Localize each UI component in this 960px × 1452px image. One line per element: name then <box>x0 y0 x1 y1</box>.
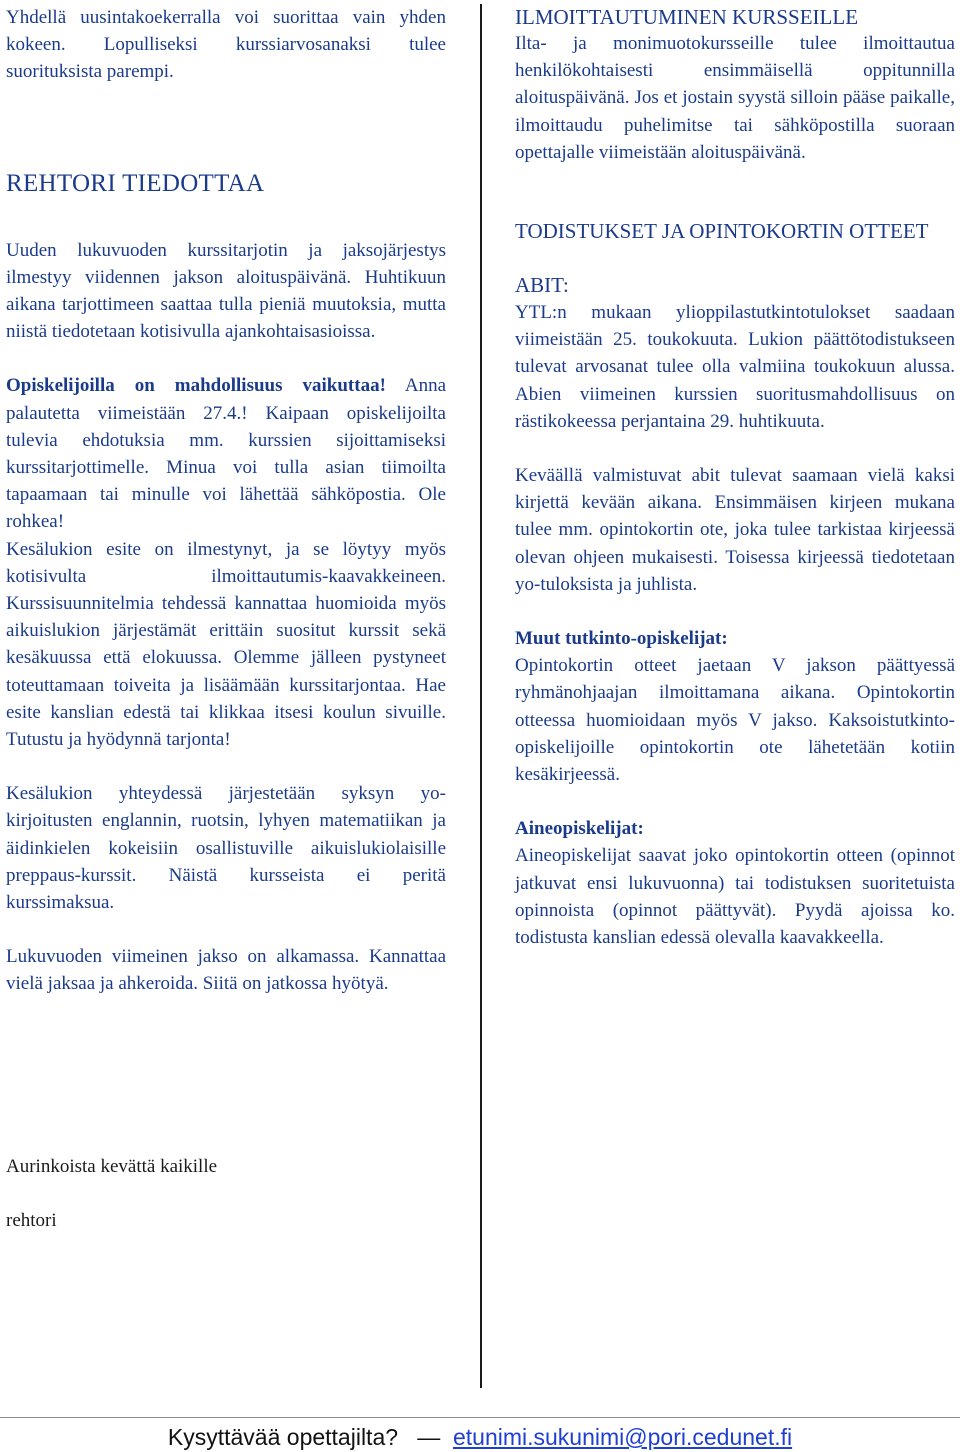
feedback-bold-lead: Opiskelijoilla on mahdollisuus vaikuttaa! <box>6 375 386 397</box>
footer-label: Kysyttävää opettajilta? <box>167 1424 399 1450</box>
subject-students-text: Aineopiskelijat saavat joko opintokortin otteen (opinnot jatkuvat ensi lukuvuonna) tai todistuksen suoritetuista opinnoista (opinnot päättyvät). Pyydä ajoissa ko. todistusta kanslian edessä olevalla kaavakkeella. <box>515 845 955 949</box>
summer-school-paragraph: Kesälukion esite on ilmestynyt, ja se löytyy myös kotisivulta ilmoittautumis-kaavakkeineen. Kurssisuunnitelmia tehdessä kannattaa huomioida myös aikuislukion järjestämät erittäin suositut kurssit sekä kesäkuussa että elokuussa. Olemme jälleen pystyneet toteuttamaan toiveita ja lisäämään kurssitarjontaa. Hae esite kanslian edestä tai klikkaa itsesi koulun sivuille. Tutustu ja hyödynnä tarjonta! <box>6 538 446 751</box>
rehtori-heading: REHTORI TIEDOTTAA <box>6 169 265 197</box>
intro-paragraph: Yhdellä uusintakoekerralla voi suorittaa vain yhden kokeen. Lopulliseksi kurssiarvosanaksi tulee suorituksista parempi. <box>6 7 446 83</box>
curriculum-paragraph: Uuden lukuvuoden kurssitarjotin ja jaksojärjestys ilmestyy viidennen jakson aloituspäivänä. Huhtikuun aikana tarjottimeen saattaa tulla pieniä muutoksia, mutta niistä tiedotetaan kotisivulla ajankohtaisasioissa. <box>6 239 446 343</box>
abit-heading: ABIT: <box>515 273 569 298</box>
left-column <box>6 4 446 998</box>
feedback-paragraph <box>6 372 446 535</box>
signature: rehtori <box>6 1210 57 1231</box>
footer-email-link[interactable]: etunimi.sukunimi@pori.cedunet.fi <box>452 1424 793 1450</box>
certificates-heading: TODISTUKSET JA OPINTOKORTIN OTTEET <box>515 219 929 244</box>
greeting: Aurinkoista kevättä kaikille <box>6 1156 218 1177</box>
column-divider <box>480 4 482 1388</box>
last-period-paragraph: Lukuvuoden viimeinen jakso on alkamassa. Kannattaa vielä jaksaa ja ahkeroida. Siitä on jatkossa hyötyä. <box>6 946 446 995</box>
registration-text: Ilta- ja monimuotokursseille tulee ilmoittautua henkilökohtaisesti ensimmäisellä oppitunnilla aloituspäivänä. Jos et jostain syystä silloin pääse paikalle, ilmoittaudu puhelimitse tai sähköpostilla suoraan opettajalle viimeistään aloituspäivänä. <box>515 33 955 163</box>
right-column <box>515 4 955 951</box>
prep-courses-paragraph: Kesälukion yhteydessä järjestetään syksyn yo-kirjoitusten englannin, ruotsin, lyhyen matematiikan ja äidinkielen kokeisiin osallistuville aikuislukiolaisille preppaus-kurssit. Näistä kursseista ei peritä kurssimaksua. <box>6 783 446 914</box>
abit-letters-text: Keväällä valmistuvat abit tulevat saamaan vielä kaksi kirjettä kevään aikana. Ensimmäisen kirjeen mukana tulee mm. opintokortin ote, joka tulee tarkistaa kirjeessä olevan ohjeen mukaisesti. Toisessa kirjeessä tiedotetaan yo-tuloksista ja juhlista. <box>515 465 955 595</box>
footer-rule <box>0 1417 960 1418</box>
registration-heading: ILMOITTAUTUMINEN KURSSEILLE <box>515 5 859 29</box>
footer: Kysyttävää opettajilta? — etunimi.sukunimi@pori.cedunet.fi <box>167 1424 793 1450</box>
feedback-text: Anna palautetta viimeistään 27.4.! Kaipaan opiskelijoilta tulevia ehdotuksia mm. kurssien sijoittamiseksi kurssitarjottimelle. Minua voi tulla asian tiimoilta tapaamaan tai minulle voi lähettää sähköpostia. Ole rohkea! <box>6 375 447 533</box>
other-students-text: Opintokortin otteet jaetaan V jakson päättyessä ryhmänohjaajan ilmoittamana aikana. Opintokortin otteessa huomioidaan myös V jakso. Kaksoistutkinto-opiskelijoille opintokortin ote lähetetään kotiin kesäkirjeessä. <box>515 655 955 786</box>
other-students-heading: Muut tutkinto-opiskelijat: <box>515 628 728 650</box>
abit-text: YTL:n mukaan ylioppilastutkintotulokset saadaan viimeistään 25. toukokuuta. Lukion päättötodistukseen tulevat arvosanat tulee olla valmiina toukokuun alussa. Abien viimeinen kurssien suoritusmahdollisuus on rästikokeessa perjantaina 29. huhtikuuta. <box>515 302 955 432</box>
subject-students-heading: Aineopiskelijat: <box>515 818 644 840</box>
